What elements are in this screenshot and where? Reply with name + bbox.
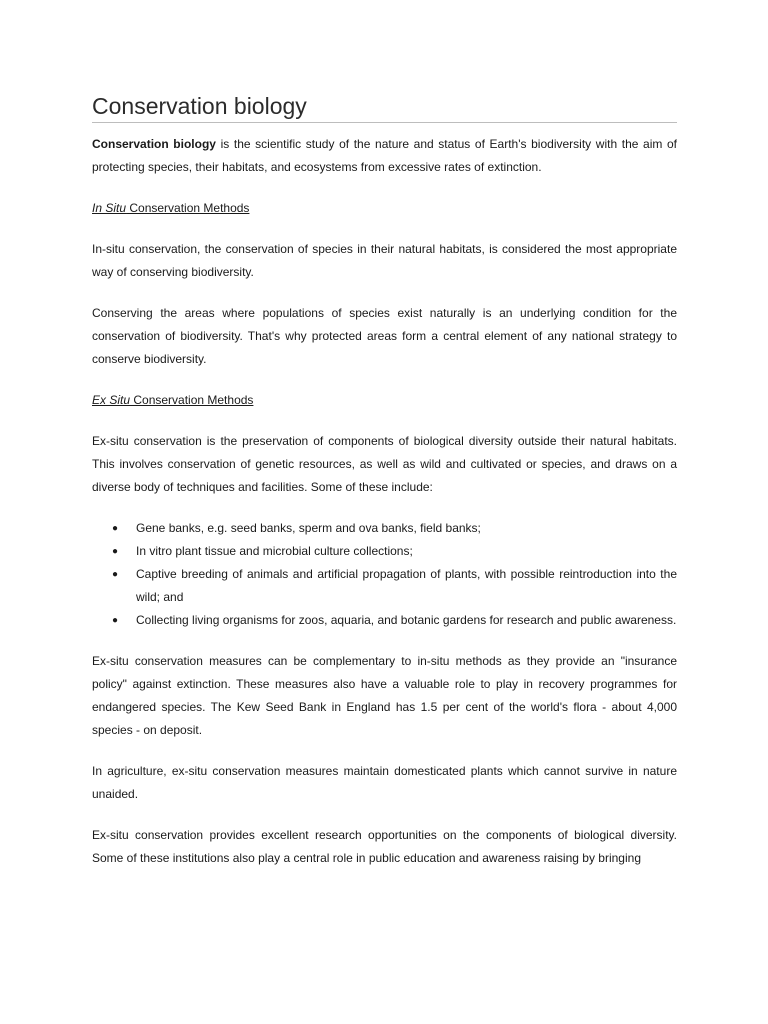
page-title: Conservation biology bbox=[92, 92, 677, 123]
bullet-icon: ● bbox=[112, 546, 119, 557]
ex-situ-heading bbox=[92, 389, 677, 412]
bullet-icon: ● bbox=[112, 523, 119, 534]
bullet-icon: ● bbox=[112, 615, 119, 626]
list-item bbox=[92, 540, 677, 563]
list-item bbox=[92, 563, 677, 609]
ex-situ-heading-rest: Conservation Methods bbox=[130, 393, 254, 407]
in-situ-heading-italic: In Situ bbox=[92, 201, 127, 215]
ex-situ-paragraph-3: Ex-situ conservation provides excellent research opportunities on the components of biological diversity. Some of these institutions also play a central role in public education and awareness raising by bringing bbox=[92, 828, 677, 865]
ex-situ-method-list bbox=[92, 517, 677, 632]
document-body bbox=[92, 92, 677, 870]
intro-paragraph bbox=[92, 133, 677, 179]
list-item-text: Gene banks, e.g. seed banks, sperm and ova banks, field banks; bbox=[136, 521, 481, 535]
in-situ-paragraph-2: Conserving the areas where populations of species exist naturally is an underlying condition for the conservation of biodiversity. That's why protected areas form a central element of any national strategy to conserve biodiversity. bbox=[92, 306, 677, 366]
list-item bbox=[92, 517, 677, 540]
intro-bold-term: Conservation biology bbox=[92, 137, 216, 151]
ex-situ-paragraph-1: Ex-situ conservation measures can be complementary to in-situ methods as they provide an "insurance policy" against extinction. These measures also have a valuable role to play in recovery programmes for endangered species. The Kew Seed Bank in England has 1.5 per cent of the world's flora - about 4,000 species - on deposit. bbox=[92, 654, 677, 737]
ex-situ-lead-paragraph: Ex-situ conservation is the preservation of components of biological diversity outside their natural habitats. This involves conservation of genetic resources, as well as wild and cultivated or species, and draws on a diverse body of techniques and facilities. Some of these include: bbox=[92, 434, 677, 494]
list-item-text: Collecting living organisms for zoos, aquaria, and botanic gardens for research and public awareness. bbox=[136, 613, 677, 627]
intro-text: is the scientific study of the nature and status of Earth's biodiversity with the aim of protecting species, their habitats, and ecosystems from excessive rates of extinction. bbox=[92, 137, 677, 174]
in-situ-heading-rest: Conservation Methods bbox=[126, 201, 250, 215]
list-item-text: Captive breeding of animals and artificial propagation of plants, with possible reintroduction into the wild; and bbox=[136, 567, 677, 604]
list-item bbox=[92, 609, 677, 632]
bullet-icon: ● bbox=[112, 569, 119, 580]
in-situ-paragraph-1: In-situ conservation, the conservation of species in their natural habitats, is considered the most appropriate way of conserving biodiversity. bbox=[92, 242, 677, 279]
ex-situ-paragraph-2: In agriculture, ex-situ conservation measures maintain domesticated plants which cannot survive in nature unaided. bbox=[92, 764, 677, 801]
ex-situ-heading-italic: Ex Situ bbox=[92, 393, 131, 407]
in-situ-heading bbox=[92, 197, 677, 220]
list-item-text: In vitro plant tissue and microbial culture collections; bbox=[136, 544, 413, 558]
